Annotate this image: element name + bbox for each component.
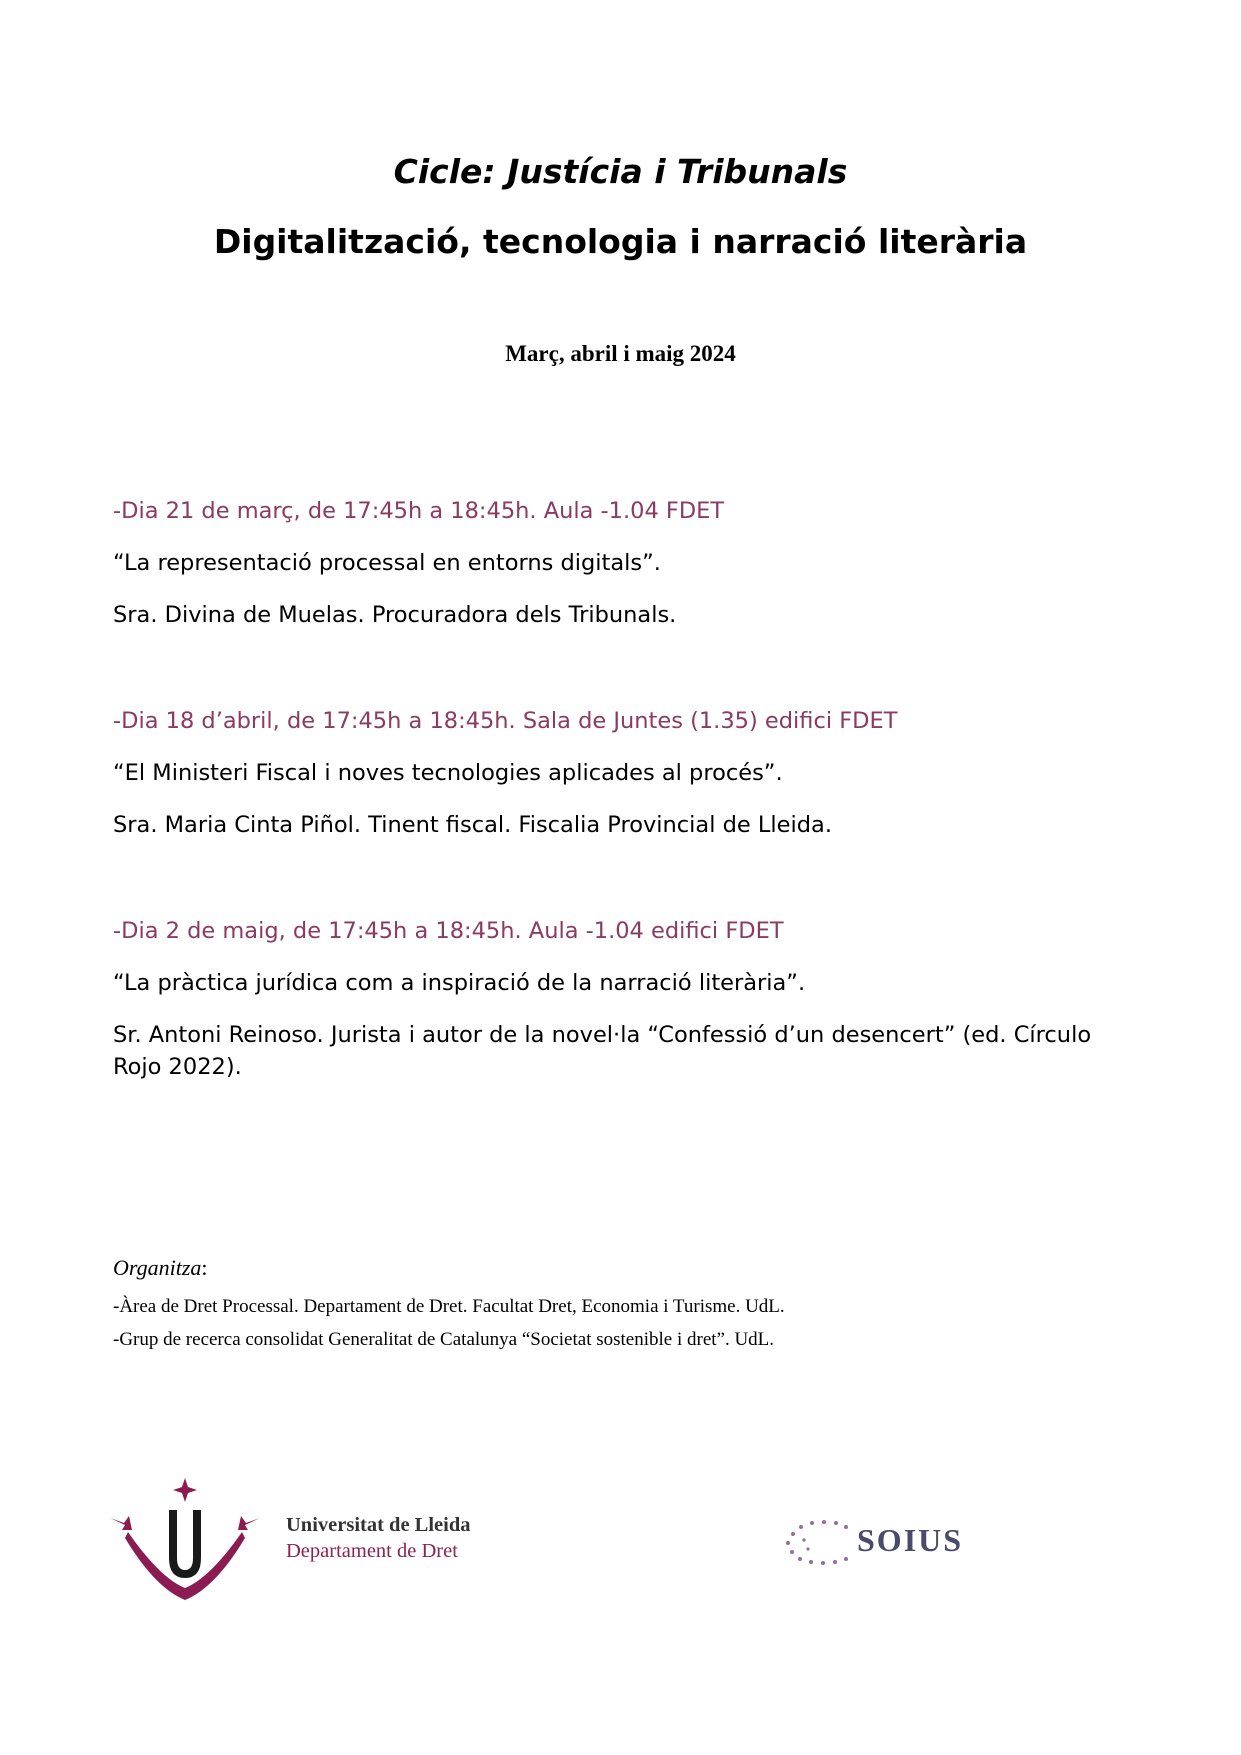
organizers-label: Organitza: bbox=[113, 1255, 208, 1280]
udl-logo-text bbox=[286, 1512, 471, 1564]
session-speaker: Sra. Maria Cinta Piñol. Tinent fiscal. Fiscalia Provincial de Lleida. bbox=[113, 812, 833, 838]
organizers bbox=[113, 1255, 1133, 1356]
organizer-line: -Grup de recerca consolidat Generalitat de Catalunya “Societat sostenible i dret”. UdL. bbox=[113, 1329, 775, 1350]
session-when: -Dia 18 d’abril, de 17:45h a 18:45h. Sala de Juntes (1.35) edifici FDET bbox=[113, 708, 898, 734]
session-when: -Dia 2 de maig, de 17:45h a 18:45h. Aula -1.04 edifici FDET bbox=[113, 918, 784, 944]
event-dates: Març, abril i maig 2024 bbox=[505, 341, 736, 366]
session-speaker: Sr. Antoni Reinoso. Jurista i autor de la novel·la “Confessió d’un desencert” (ed. Círculo Rojo 2022). bbox=[113, 1022, 1092, 1080]
session-1 bbox=[113, 495, 1133, 651]
soius-dots-icon bbox=[784, 1519, 854, 1565]
session-speaker: Sra. Divina de Muelas. Procuradora dels Tribunals. bbox=[113, 602, 677, 628]
udl-name: Universitat de Lleida bbox=[286, 1514, 471, 1536]
session-when: -Dia 21 de març, de 17:45h a 18:45h. Aula -1.04 FDET bbox=[113, 498, 725, 524]
udl-logo-icon bbox=[110, 1478, 260, 1600]
session-talk: “El Ministeri Fiscal i noves tecnologies aplicades al procés”. bbox=[113, 760, 783, 786]
session-talk: “La representació processal en entorns digitals”. bbox=[113, 550, 661, 576]
udl-department: Departament de Dret bbox=[286, 1540, 458, 1562]
session-2 bbox=[113, 705, 1133, 861]
soius-logo-text: SOIUS bbox=[857, 1522, 964, 1558]
session-3 bbox=[113, 915, 1133, 1103]
page-title: Digitalització, tecnologia i narració literària bbox=[213, 222, 1028, 261]
cycle-title: Cicle: Justícia i Tribunals bbox=[393, 152, 848, 191]
session-talk: “La pràctica jurídica com a inspiració de la narració literària”. bbox=[113, 970, 806, 996]
organizer-line: -Àrea de Dret Processal. Departament de Dret. Facultat Dret, Economia i Turisme. UdL. bbox=[113, 1296, 785, 1317]
